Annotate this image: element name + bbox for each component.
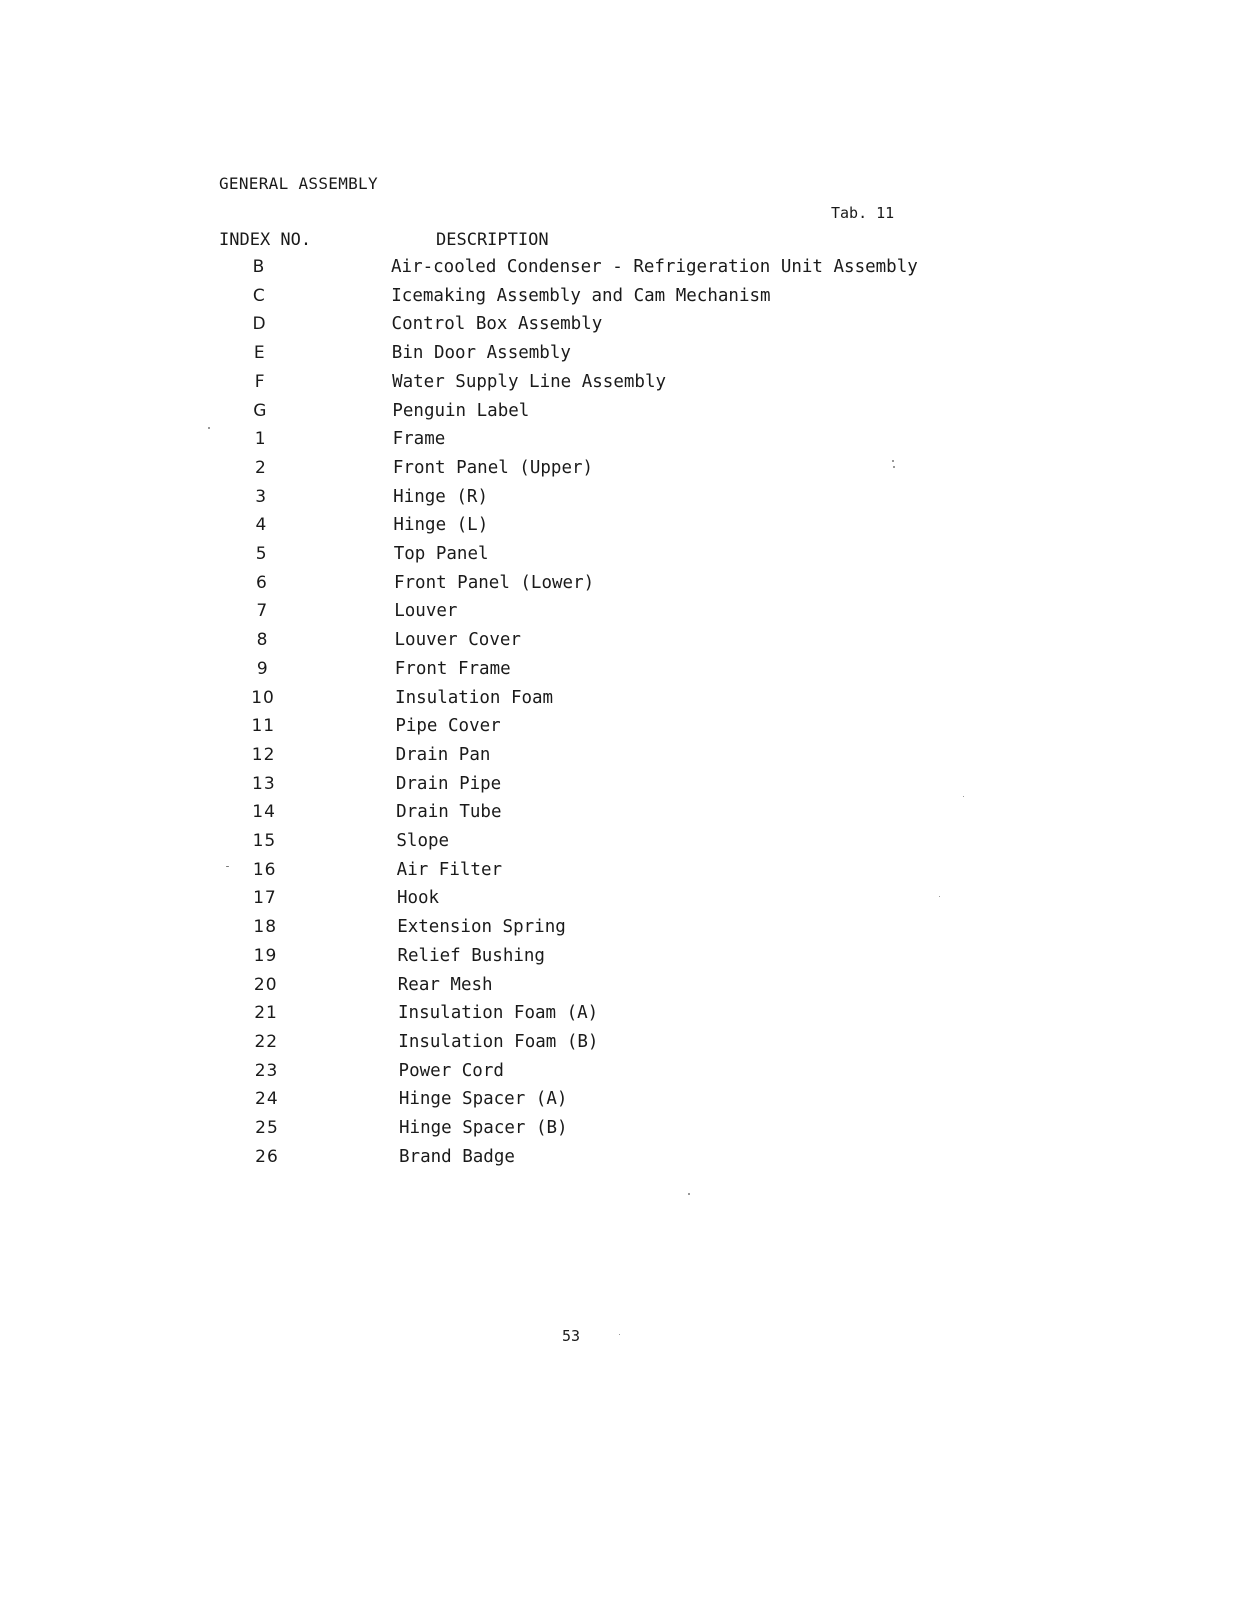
section-title: GENERAL ASSEMBLY xyxy=(219,174,378,193)
index-cell: 12 xyxy=(251,744,276,765)
index-cell: 26 xyxy=(255,1146,279,1167)
table-row xyxy=(0,1118,1237,1146)
index-cell: 4 xyxy=(255,515,268,536)
index-cell: G xyxy=(253,400,268,421)
table-row xyxy=(0,831,1237,859)
description-cell: Drain Tube xyxy=(396,802,502,823)
index-cell: C xyxy=(252,285,266,306)
description-cell: Air Filter xyxy=(396,859,503,880)
table-row xyxy=(0,1089,1237,1117)
scan-speck xyxy=(893,466,895,468)
scan-speck xyxy=(939,896,940,897)
index-cell: 8 xyxy=(256,630,269,651)
description-cell: Hook xyxy=(396,888,440,909)
index-cell: 6 xyxy=(256,572,268,593)
index-cell: 9 xyxy=(256,658,269,679)
table-row xyxy=(0,774,1237,802)
index-cell: 24 xyxy=(255,1089,279,1110)
table-row xyxy=(0,429,1237,457)
table-row xyxy=(0,975,1237,1003)
description-cell: Penguin Label xyxy=(392,400,530,421)
description-cell: Pipe Cover xyxy=(395,716,501,737)
table-row xyxy=(0,745,1237,773)
index-cell: 23 xyxy=(254,1060,279,1081)
index-column-header: INDEX NO. xyxy=(219,230,312,250)
table-row xyxy=(0,573,1237,601)
table-row xyxy=(0,515,1237,543)
index-cell: 3 xyxy=(255,486,268,507)
table-row xyxy=(0,1032,1237,1060)
index-cell: 16 xyxy=(252,859,277,880)
scan-speck xyxy=(688,1193,690,1195)
table-row xyxy=(0,401,1237,429)
index-cell: 1 xyxy=(254,429,267,450)
index-cell: 14 xyxy=(252,802,276,823)
description-cell: Frame xyxy=(392,429,446,450)
description-column-header: DESCRIPTION xyxy=(436,230,549,250)
description-cell: Top Panel xyxy=(393,544,489,564)
table-row xyxy=(0,286,1237,314)
index-cell: 13 xyxy=(252,773,276,794)
table-row xyxy=(0,716,1237,744)
index-cell: 2 xyxy=(254,457,267,478)
table-row xyxy=(0,372,1237,400)
description-cell: Bin Door Assembly xyxy=(391,343,571,364)
description-cell: Power Cord xyxy=(398,1060,504,1081)
description-cell: Front Panel (Upper) xyxy=(392,457,594,478)
scan-speck xyxy=(208,427,210,429)
table-row xyxy=(0,314,1237,342)
scan-speck xyxy=(619,1334,620,1335)
index-cell: 17 xyxy=(253,888,277,909)
description-cell: Slope xyxy=(396,831,450,851)
description-cell: Louver xyxy=(394,601,458,622)
description-cell: Louver Cover xyxy=(394,630,521,651)
table-row xyxy=(0,946,1237,974)
table-row xyxy=(0,917,1237,945)
table-row xyxy=(0,343,1237,371)
index-cell: 21 xyxy=(254,1003,278,1024)
description-cell: Front Frame xyxy=(394,658,511,679)
index-cell: 5 xyxy=(255,544,268,564)
description-cell: Brand Badge xyxy=(399,1146,515,1167)
index-cell: F xyxy=(254,371,266,392)
page-number: 53 xyxy=(562,1327,581,1345)
description-cell: Hinge (L) xyxy=(393,515,489,536)
table-row xyxy=(0,257,1237,285)
index-cell: B xyxy=(252,257,266,277)
table-row xyxy=(0,1003,1237,1031)
description-cell: Icemaking Assembly and Cam Mechanism xyxy=(391,285,771,306)
description-cell: Hinge Spacer (B) xyxy=(399,1118,568,1138)
table-row xyxy=(0,802,1237,830)
index-cell: 20 xyxy=(253,974,278,995)
index-cell: 15 xyxy=(252,831,277,851)
index-cell: 7 xyxy=(256,601,269,622)
index-cell: 10 xyxy=(251,687,275,708)
description-cell: Hinge (R) xyxy=(393,486,488,507)
description-cell: Rear Mesh xyxy=(397,974,493,995)
index-cell: 18 xyxy=(253,917,278,938)
table-row xyxy=(0,888,1237,916)
table-row xyxy=(0,688,1237,716)
index-cell: 19 xyxy=(253,945,278,966)
table-row xyxy=(0,659,1237,687)
table-row xyxy=(0,630,1237,658)
table-row xyxy=(0,487,1237,515)
index-cell: 11 xyxy=(251,716,276,737)
description-cell: Hinge Spacer (A) xyxy=(398,1089,568,1110)
table-row xyxy=(0,544,1237,572)
table-row xyxy=(0,1147,1237,1175)
table-row xyxy=(0,1061,1237,1089)
description-cell: Air-cooled Condenser - Refrigeration Unit Assembly xyxy=(391,257,918,277)
description-cell: Water Supply Line Assembly xyxy=(392,371,667,392)
description-cell: Drain Pan xyxy=(395,744,491,765)
index-cell: E xyxy=(253,343,266,364)
scan-speck xyxy=(226,866,229,867)
index-cell: D xyxy=(252,314,267,335)
description-cell: Relief Bushing xyxy=(397,945,545,966)
description-cell: Insulation Foam xyxy=(395,687,554,708)
description-cell: Extension Spring xyxy=(397,917,566,938)
table-row xyxy=(0,458,1237,486)
table-label: Tab. 11 xyxy=(831,204,895,222)
scan-speck xyxy=(892,460,894,462)
description-cell: Front Panel (Lower) xyxy=(393,572,595,593)
index-cell: 25 xyxy=(255,1118,279,1138)
description-cell: Control Box Assembly xyxy=(391,314,603,335)
table-row xyxy=(0,601,1237,629)
scan-speck xyxy=(963,796,964,797)
index-cell: 22 xyxy=(254,1031,279,1052)
table-row xyxy=(0,860,1237,888)
description-cell: Insulation Foam (A) xyxy=(398,1003,599,1024)
description-cell: Drain Pipe xyxy=(395,773,502,794)
description-cell: Insulation Foam (B) xyxy=(398,1031,599,1052)
